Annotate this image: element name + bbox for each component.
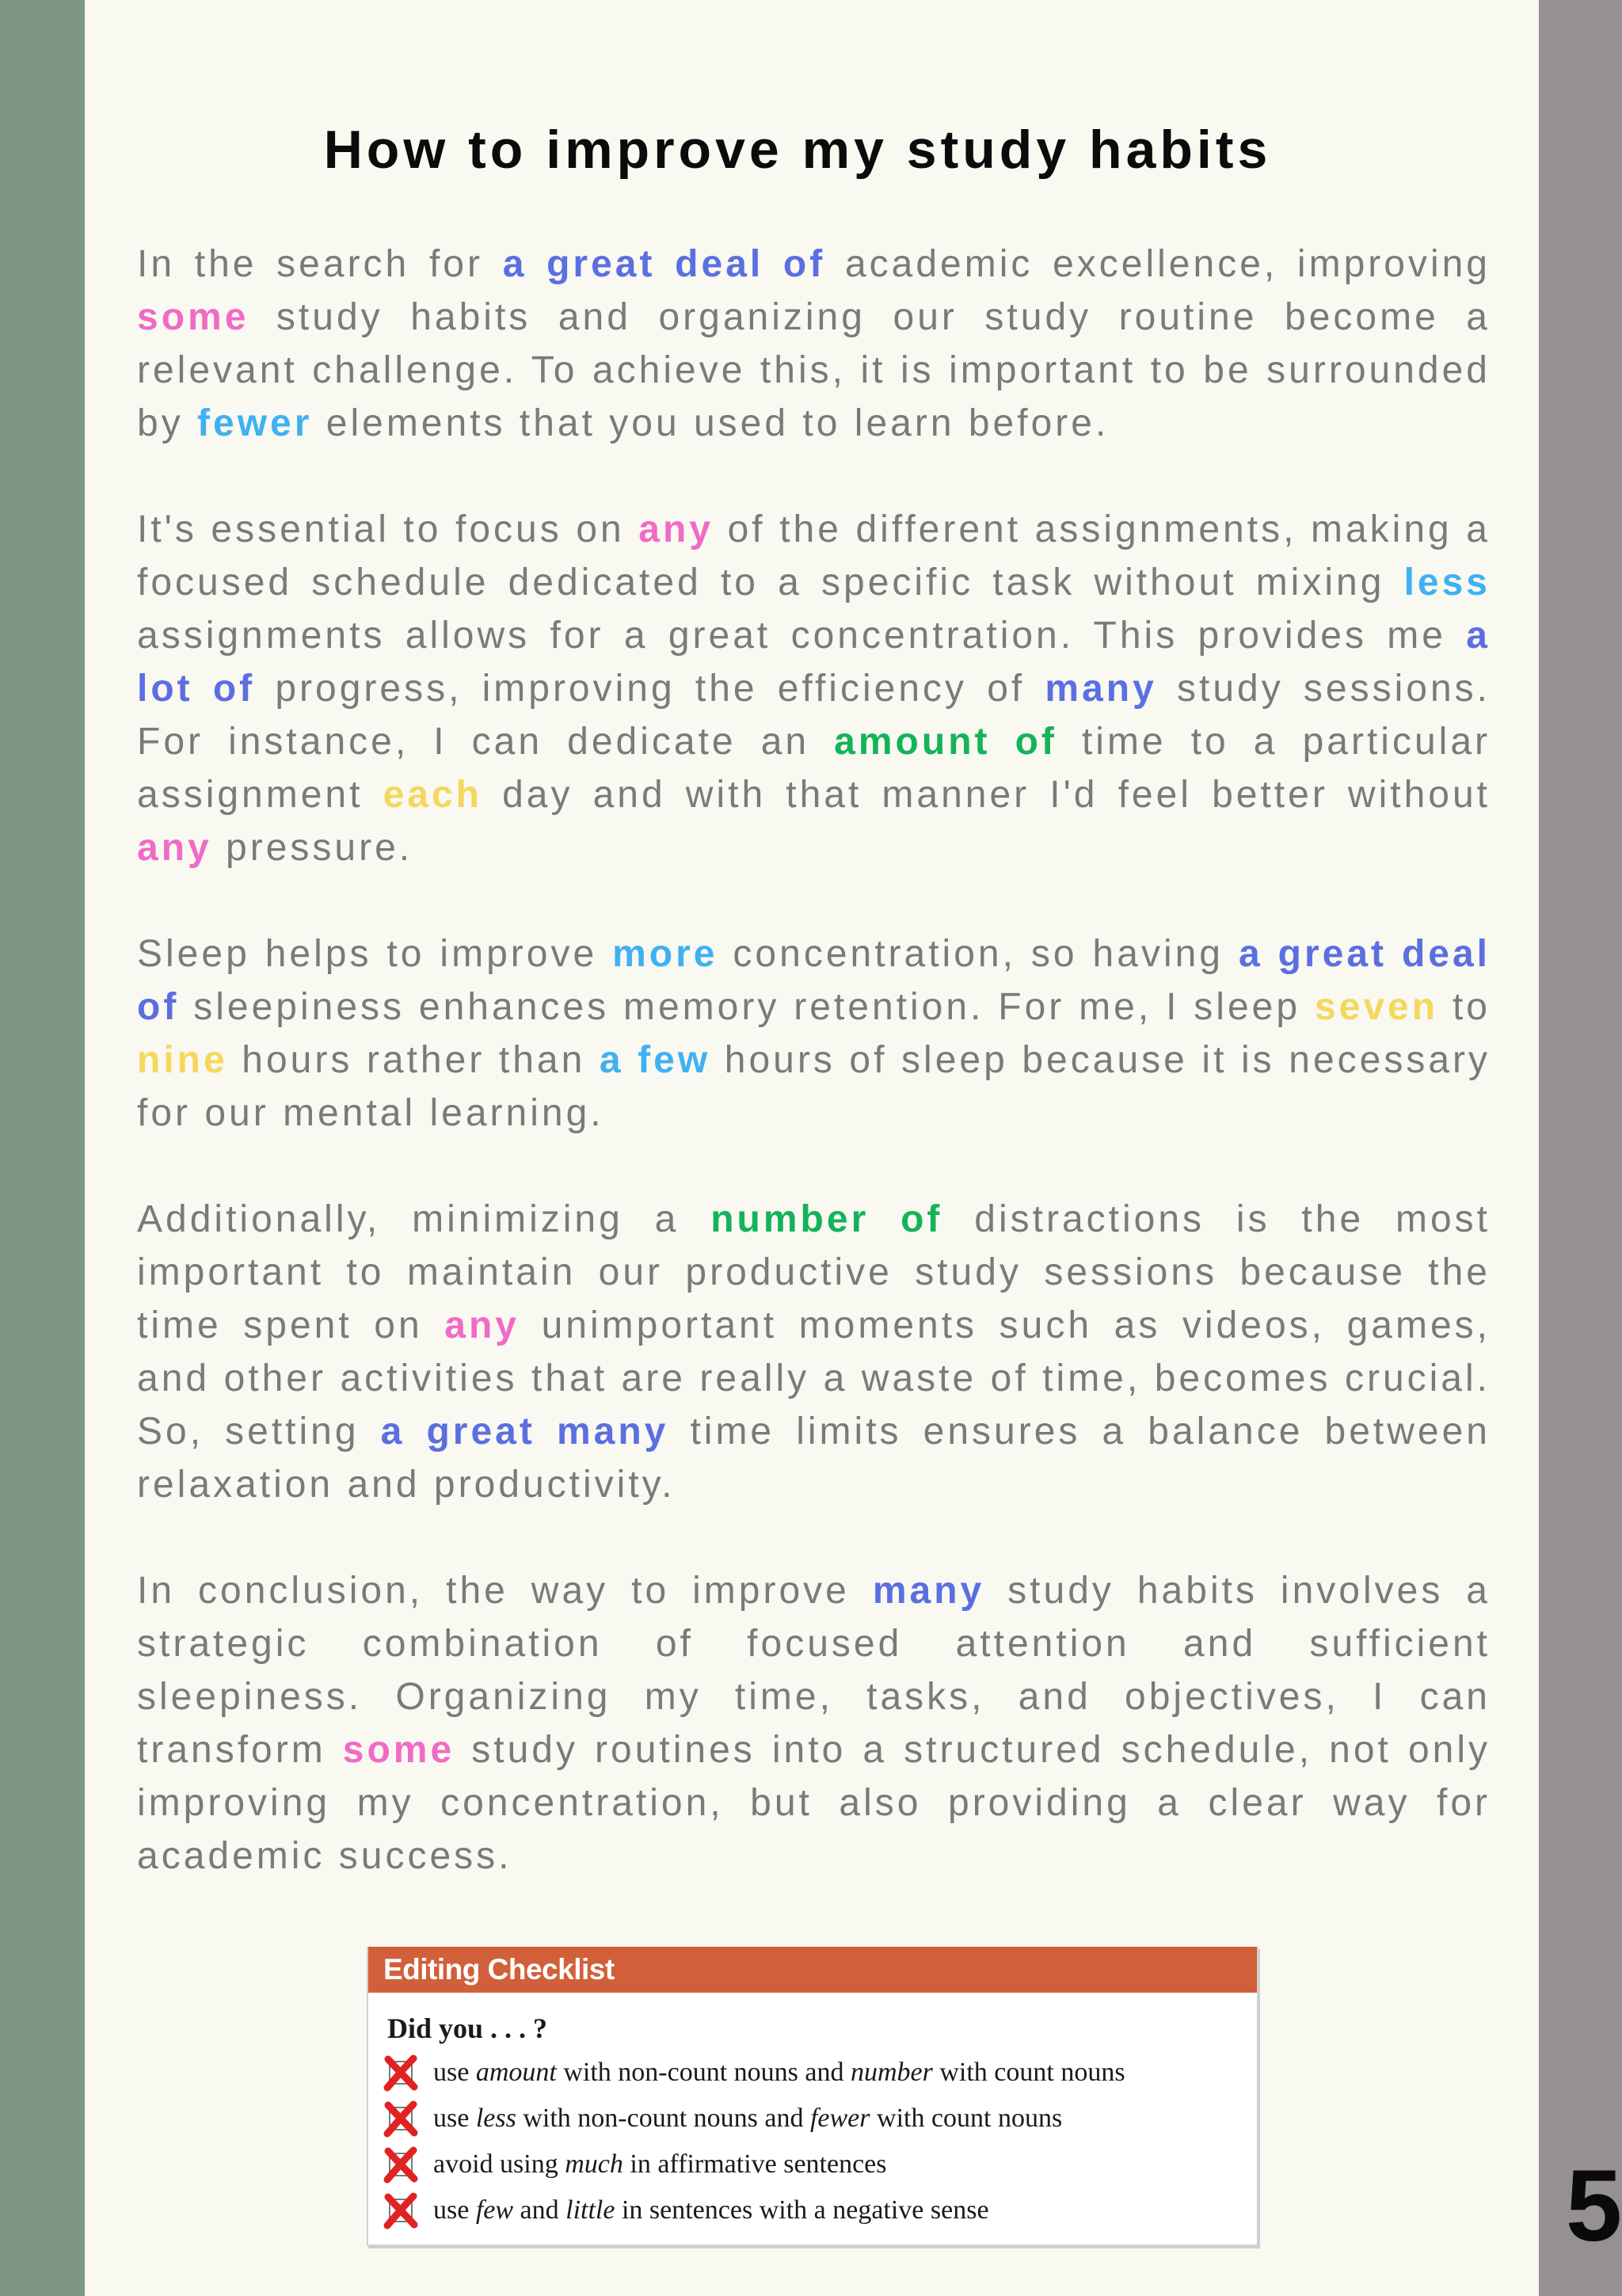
checklist-item — [386, 2142, 1239, 2187]
text-run: In conclusion, the way to improve — [137, 1570, 873, 1612]
text-run: unimportant moments such as videos, games, and other activities that are really a waste of time, becomes crucial. So, setting — [137, 1304, 1491, 1453]
italic-term: little — [565, 2195, 615, 2225]
highlighted-quantifier: any — [444, 1304, 520, 1346]
checkbox[interactable] — [389, 2153, 413, 2176]
editing-checklist — [367, 1947, 1258, 2246]
red-x-mark-icon — [381, 2053, 421, 2092]
checklist-item-text — [433, 2104, 1062, 2134]
text-run: use — [433, 2058, 476, 2087]
text-run: and — [513, 2195, 566, 2225]
text-run: time limits ensures a balance between relaxation and productivity. — [137, 1411, 1491, 1506]
checklist-prompt: Did you . . . ? — [387, 2012, 548, 2044]
text-run: use — [433, 2195, 476, 2225]
highlighted-quantifier: many — [1045, 668, 1157, 710]
paragraph-4 — [137, 1193, 1491, 1511]
text-run: time to a particular assignment — [137, 721, 1491, 816]
text-run: of the different assignments, making a focused schedule dedicated to a specific task without mixing — [137, 508, 1491, 604]
red-x-mark-icon — [381, 2099, 421, 2138]
text-run: study routines into a structured schedule, not only improving my concentration, but also providing a clear way for academic success. — [137, 1729, 1491, 1877]
text-run: to — [1438, 986, 1491, 1028]
highlighted-quantifier: each — [383, 774, 482, 816]
checkbox[interactable] — [389, 2199, 413, 2222]
checkbox[interactable] — [389, 2061, 413, 2085]
text-run: with count nouns — [870, 2104, 1063, 2133]
text-run: It's essential to focus on — [137, 508, 639, 550]
italic-term: number — [850, 2058, 933, 2087]
page-number: 5 — [1566, 2149, 1622, 2263]
document-page — [85, 0, 1622, 2296]
highlighted-quantifier: a great many — [380, 1411, 669, 1453]
red-x-mark-icon — [381, 2191, 421, 2230]
checklist-body — [368, 1993, 1257, 2233]
text-run: with non-count nouns and — [516, 2104, 810, 2133]
paragraph-5 — [137, 1564, 1491, 1883]
highlighted-quantifier: any — [638, 508, 714, 550]
italic-term: few — [475, 2195, 514, 2225]
highlighted-quantifier: some — [137, 296, 249, 338]
checklist-item-text — [433, 2149, 887, 2180]
checklist-item-text — [433, 2195, 989, 2226]
paragraph-3 — [137, 927, 1491, 1140]
italic-term: much — [565, 2149, 623, 2179]
highlighted-quantifier: seven — [1314, 986, 1439, 1028]
highlighted-quantifier: a few — [599, 1039, 711, 1081]
highlighted-quantifier: some — [342, 1729, 455, 1771]
text-run: study habits and organizing our study routine become a relevant challenge. To achieve this, it is important to be surrounded by — [137, 296, 1491, 444]
highlighted-quantifier: nine — [137, 1039, 228, 1081]
highlighted-quantifier: many — [872, 1570, 985, 1612]
text-run: with count nouns — [932, 2058, 1125, 2087]
text-run: day and with that manner I'd feel better without — [482, 774, 1491, 816]
text-run: in affirmative sentences — [623, 2149, 887, 2179]
highlighted-quantifier: any — [137, 827, 212, 869]
paragraph-2 — [137, 503, 1491, 874]
text-run: elements that you used to learn before. — [312, 402, 1110, 444]
highlighted-quantifier: a lot of — [137, 615, 1491, 710]
text-run: avoid using — [433, 2149, 565, 2179]
italic-term: amount — [475, 2058, 557, 2087]
highlighted-quantifier: amount of — [834, 721, 1057, 763]
text-run: Sleep helps to improve — [137, 933, 613, 975]
italic-term: less — [475, 2104, 516, 2133]
checklist-item — [386, 2187, 1239, 2233]
highlighted-quantifier: fewer — [197, 402, 313, 444]
text-run: assignments allows for a great concentration. This provides me — [137, 615, 1467, 657]
highlighted-quantifier: a great deal of — [502, 243, 826, 285]
text-run: progress, improving the efficiency of — [255, 668, 1045, 710]
text-run: use — [433, 2104, 476, 2133]
highlighted-quantifier: number of — [710, 1198, 943, 1240]
text-run: hours rather than — [227, 1039, 600, 1081]
red-x-mark-icon — [381, 2145, 421, 2184]
text-run: concentration, so having — [718, 933, 1239, 975]
text-run: study habits involves a strategic combination of focused attention and sufficient sleepiness. Organizing my time, tasks, and objectives, I can transform — [137, 1570, 1491, 1771]
text-run: academic excellence, improving — [825, 243, 1491, 285]
left-color-band — [0, 0, 85, 2296]
checklist-item — [386, 2050, 1239, 2096]
highlighted-quantifier: less — [1403, 562, 1491, 604]
text-run: sleepiness enhances memory retention. For me, I sleep — [179, 986, 1315, 1028]
italic-term: fewer — [809, 2104, 870, 2133]
page-title: How to improve my study habits — [323, 120, 1272, 180]
text-run: study sessions. For instance, I can dedicate an — [137, 668, 1491, 763]
text-run: hours of sleep because it is necessary for our mental learning. — [137, 1039, 1491, 1134]
paragraph-1 — [137, 238, 1491, 450]
right-color-band — [1539, 0, 1622, 2296]
highlighted-quantifier: a great deal of — [137, 933, 1491, 1028]
text-run: Additionally, minimizing a — [137, 1198, 711, 1240]
text-run: in sentences with a negative sense — [615, 2195, 989, 2225]
checklist-header: Editing Checklist — [368, 1947, 1257, 1993]
essay-body — [137, 238, 1491, 1936]
text-run: with non-count nouns and — [556, 2058, 851, 2087]
highlighted-quantifier: more — [612, 933, 718, 975]
checklist-item-text — [433, 2058, 1125, 2088]
text-run: In the search for — [137, 243, 503, 285]
checkbox[interactable] — [389, 2107, 413, 2130]
checklist-item — [386, 2096, 1239, 2142]
text-run: distractions is the most important to maintain our productive study sessions because the time spent on — [137, 1198, 1491, 1346]
text-run: pressure. — [211, 827, 413, 869]
